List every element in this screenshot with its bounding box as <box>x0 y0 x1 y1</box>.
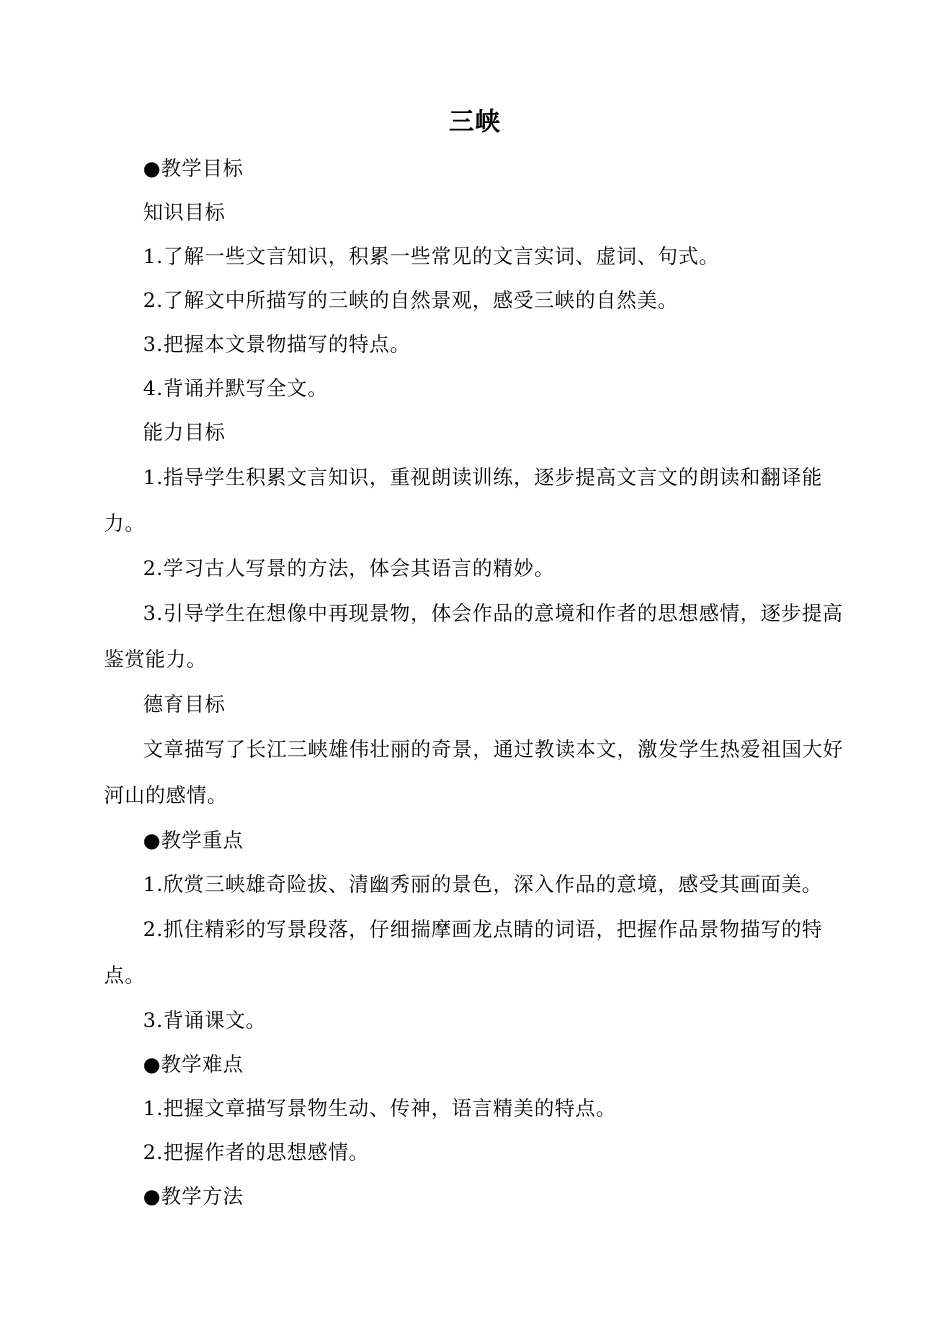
paragraph: 文章描写了长江三峡雄伟壮丽的奇景，通过教读本文，激发学生热爱祖国大好河山的感情。 <box>104 737 844 807</box>
document-title: 三峡 <box>448 107 501 136</box>
subheading-moral-goals: 德育目标 <box>143 692 226 716</box>
paragraph: 2.学习古人写景的方法，体会其语言的精妙。 <box>143 556 555 580</box>
subheading-knowledge-goals: 知识目标 <box>143 200 226 224</box>
section-heading-teaching-difficulties: ●教学难点 <box>143 1052 244 1076</box>
paragraph: 2.把握作者的思想感情。 <box>143 1140 370 1164</box>
document-body <box>104 146 846 1218</box>
paragraph: 3.引导学生在想像中再现景物，体会作品的意境和作者的思想感情，逐步提高鉴赏能力。 <box>104 601 844 671</box>
paragraph: 4.背诵并默写全文。 <box>143 376 329 400</box>
paragraph: 1.欣赏三峡雄奇险拔、清幽秀丽的景色，深入作品的意境，感受其画面美。 <box>143 872 823 896</box>
paragraph: 1.了解一些文言知识，积累一些常见的文言实词、虚词、句式。 <box>143 244 720 268</box>
section-heading-teaching-focus: ●教学重点 <box>143 828 244 852</box>
paragraph: 1.把握文章描写景物生动、传神，语言精美的特点。 <box>143 1096 617 1120</box>
paragraph: 2.抓住精彩的写景段落，仔细揣摩画龙点睛的词语，把握作品景物描写的特点。 <box>104 917 823 987</box>
section-heading-teaching-goals: ●教学目标 <box>143 156 244 180</box>
paragraph: 2.了解文中所描写的三峡的自然景观，感受三峡的自然美。 <box>143 288 679 312</box>
paragraph: 3.把握本文景物描写的特点。 <box>143 332 411 356</box>
paragraph: 1.指导学生积累文言知识，重视朗读训练，逐步提高文言文的朗读和翻译能力。 <box>104 465 823 535</box>
subheading-ability-goals: 能力目标 <box>143 420 226 444</box>
paragraph: 3.背诵课文。 <box>143 1008 267 1032</box>
section-heading-teaching-methods: ●教学方法 <box>143 1184 244 1208</box>
